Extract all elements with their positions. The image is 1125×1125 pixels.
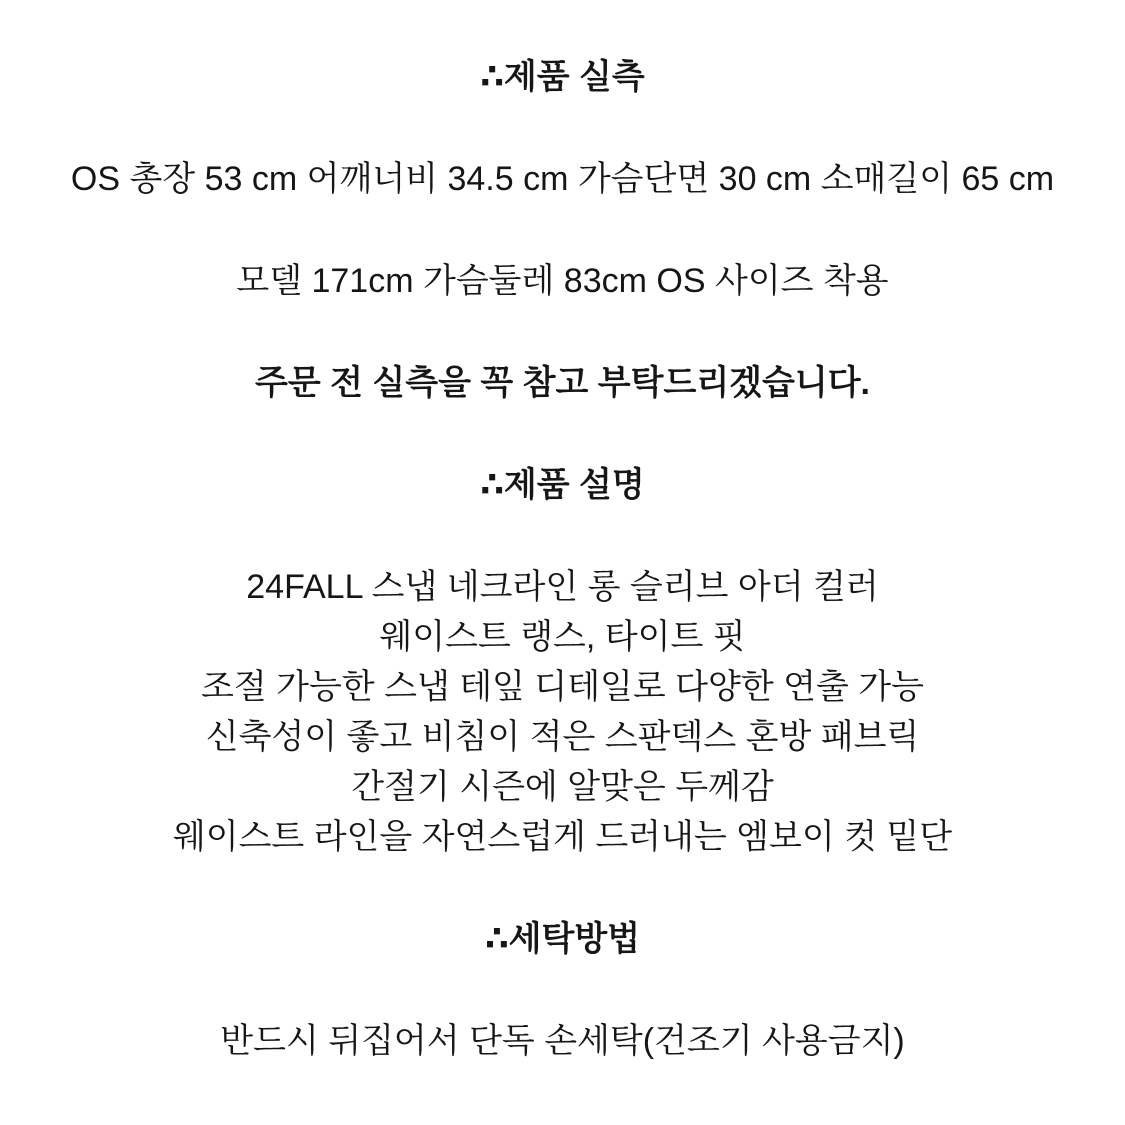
- model-size-line: 모델 171cm 가슴둘레 83cm OS 사이즈 착용: [236, 262, 889, 300]
- description-block: [0, 562, 1125, 862]
- description-line: 웨이스트 랭스, 타이트 핏: [379, 618, 746, 656]
- description-line: 24FALL 스냅 네크라인 롱 슬리브 아더 컬러: [246, 568, 879, 606]
- description-line: 조절 가능한 스냅 테잎 디테일로 다양한 연출 가능: [200, 668, 924, 706]
- measurements-section-title: ∴제품 실측: [480, 58, 645, 96]
- washing-section-title: ∴세탁방법: [484, 920, 641, 958]
- garment-size-line: OS 총장 53 cm 어깨너비 34.5 cm 가슴단면 30 cm 소매길이 65 cm: [70, 160, 1055, 198]
- measurement-notice: 주문 전 실측을 꼭 참고 부탁드리겠습니다.: [254, 364, 871, 402]
- description-line: 간절기 시즌에 알맞은 두께감: [351, 768, 774, 806]
- description-line: 웨이스트 라인을 자연스럽게 드러내는 엠보이 컷 밑단: [172, 818, 953, 856]
- description-line: 신축성이 좋고 비침이 적은 스판덱스 혼방 패브릭: [205, 718, 920, 756]
- description-section-title: ∴제품 설명: [480, 466, 645, 504]
- washing-instruction: 반드시 뒤집어서 단독 손세탁(건조기 사용금지): [220, 1022, 905, 1060]
